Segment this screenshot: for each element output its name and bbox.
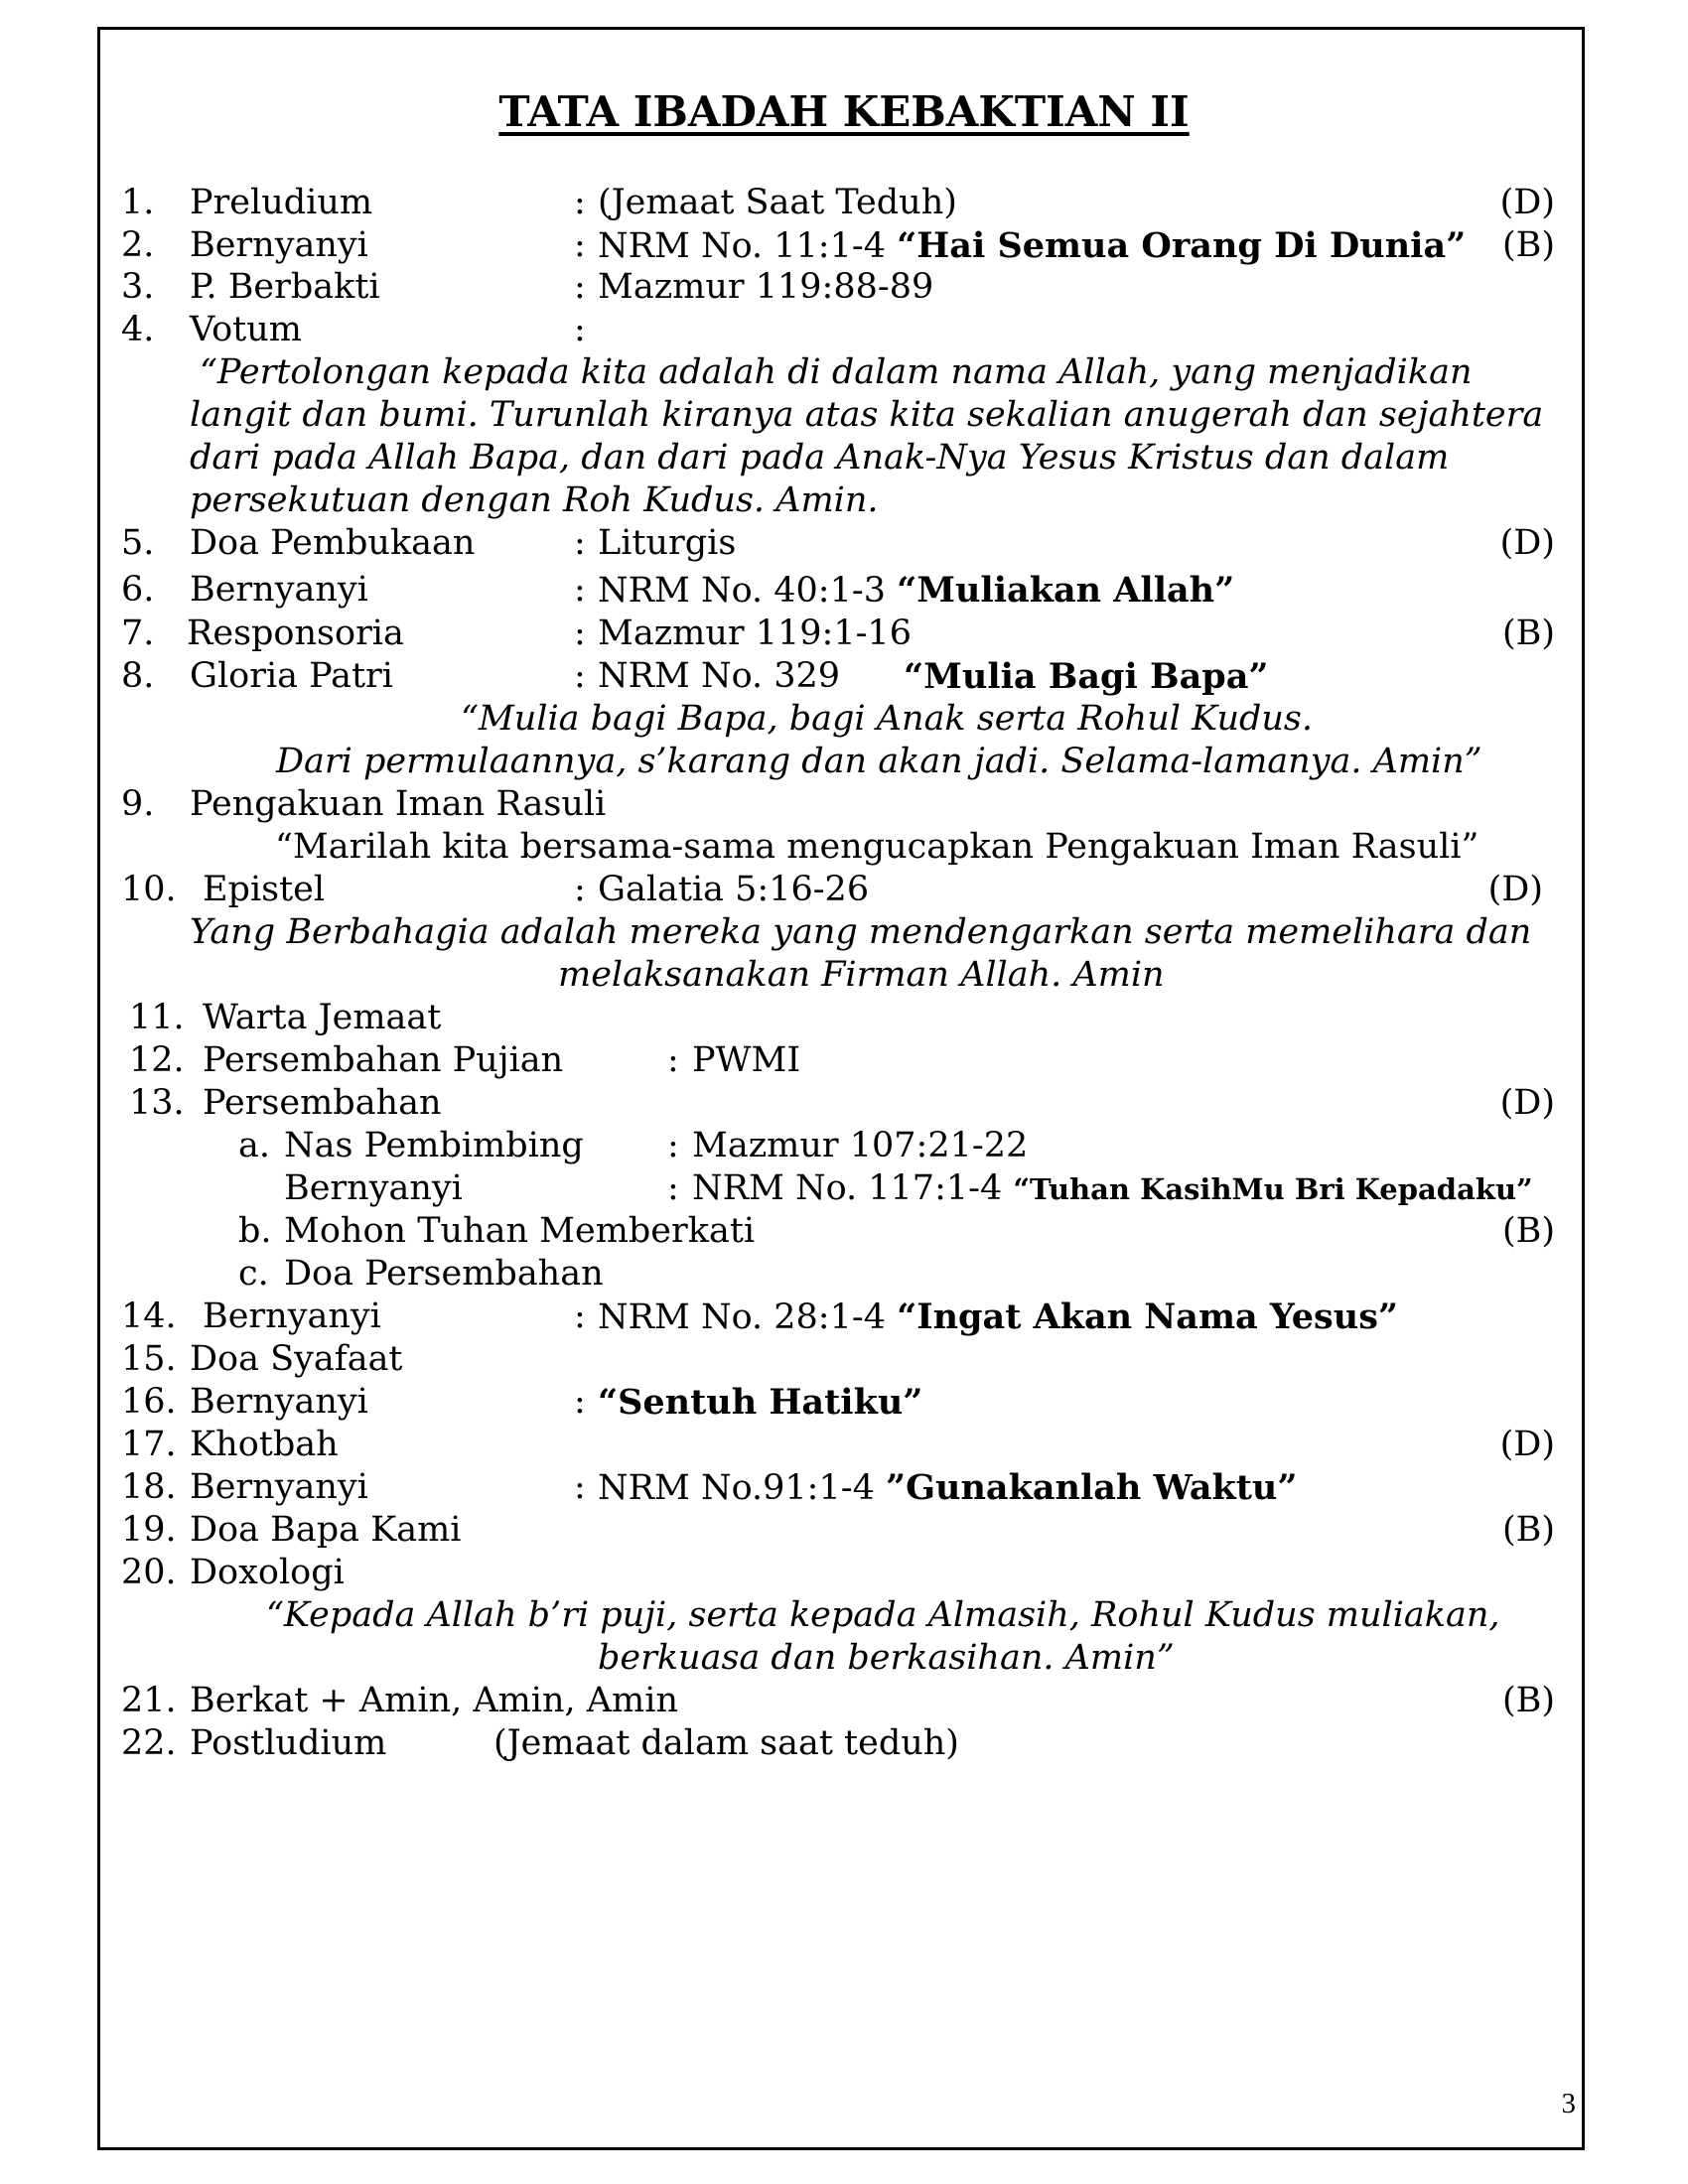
item-label: Berkat + Amin, Amin, Amin: [190, 1681, 678, 1720]
sub-item-colon: :: [667, 1126, 679, 1165]
item-number: 7.: [121, 614, 155, 653]
item-number: 13.: [129, 1083, 185, 1123]
item-code: (D): [1487, 870, 1543, 909]
item-label: Doa Syafaat: [190, 1339, 403, 1379]
item-label: Bernyanyi: [190, 1467, 368, 1507]
sub-item-label: Mohon Tuhan Memberkati: [284, 1211, 756, 1251]
epistel-text-line: Yang Berbahagia adalah mereka yang mendengarkan serta memelihara dan: [190, 912, 1532, 952]
item-value-group: [598, 224, 1466, 268]
item-number: 9.: [121, 784, 155, 824]
song-title: “Muliakan Allah”: [897, 570, 1235, 611]
item-value: Mazmur 119:88-89: [598, 267, 934, 307]
item-label: P. Berbakti: [190, 267, 380, 307]
item-code: (B): [1501, 614, 1555, 653]
item-label: Bernyanyi: [190, 570, 368, 610]
votum-text-line: “Pertolongan kepada kita adalah di dalam nama Allah, yang menjadikan: [200, 352, 1473, 392]
item-number: 10.: [121, 870, 177, 909]
item-label: Preludium: [190, 183, 373, 222]
item-number: 3.: [121, 267, 155, 307]
item-number: 1.: [121, 183, 155, 222]
item-colon: :: [574, 183, 586, 222]
sub-item-code: (B): [1501, 1211, 1555, 1251]
item-code: (D): [1499, 1425, 1555, 1464]
doxologi-text-line: “Kepada Allah b’ri puji, serta kepada Almasih, Rohul Kudus muliakan,: [266, 1595, 1500, 1635]
item-number: 5.: [121, 523, 155, 563]
item-value: Liturgis: [598, 523, 737, 563]
item-colon: :: [574, 570, 586, 610]
item-label: Khotbah: [190, 1425, 339, 1464]
votum-text-line: dari pada Allah Bapa, dan dari pada Anak-Nya Yesus Kristus dan dalam: [190, 438, 1450, 478]
votum-text-line: langit dan bumi. Turunlah kiranya atas kita sekalian anugerah dan sejahtera: [190, 395, 1544, 435]
item-number: 16.: [121, 1382, 177, 1422]
item-label: Postludium: [190, 1723, 387, 1763]
gloria-text-line: Dari permulaannya, s’karang dan akan jadi. Selama-lamanya. Amin”: [276, 742, 1482, 781]
sub-item-label: Bernyanyi: [284, 1168, 463, 1208]
song-title: “Hai Semua Orang Di Dunia”: [897, 225, 1467, 266]
item-label: Doxologi: [190, 1553, 345, 1592]
item-number: 21.: [121, 1681, 177, 1720]
song-title: ”Gunakanlah Waktu”: [885, 1467, 1298, 1508]
item-number: 2.: [121, 225, 155, 265]
item-colon: :: [574, 870, 586, 909]
item-code: (D): [1499, 183, 1555, 222]
item-number: 22.: [121, 1723, 177, 1763]
item-number: 11.: [129, 998, 185, 1037]
item-colon: :: [667, 1040, 679, 1080]
votum-text-line: persekutuan dengan Roh Kudus. Amin.: [190, 480, 879, 520]
sub-item-colon: :: [667, 1168, 679, 1208]
item-colon: :: [574, 310, 586, 349]
item-label: Doa Bapa Kami: [190, 1510, 462, 1550]
item-label: Persembahan Pujian: [203, 1040, 564, 1080]
item-code: (D): [1499, 523, 1555, 563]
item-value-group: [598, 569, 1234, 613]
item-number: 19.: [121, 1510, 177, 1550]
item-number: 6.: [121, 570, 155, 610]
item-code: (B): [1501, 1510, 1555, 1550]
item-colon: :: [574, 656, 586, 696]
song-title: “Mulia Bagi Bapa”: [904, 656, 1269, 697]
song-title: “Sentuh Hatiku”: [598, 1382, 923, 1423]
item-number: 15.: [121, 1339, 177, 1379]
item-label: Responsoria: [187, 614, 404, 653]
sub-item-letter: b.: [238, 1211, 272, 1251]
sub-item-label: Doa Persembahan: [284, 1254, 604, 1294]
item-label: Epistel: [203, 870, 326, 909]
sub-item-value-group: [692, 1167, 1533, 1211]
item-colon: :: [574, 1297, 586, 1336]
item-colon: :: [574, 1467, 586, 1507]
item-value: NRM No.91:1-4: [598, 1468, 875, 1508]
item-colon: :: [574, 267, 586, 307]
item-value: NRM No. 28:1-4: [598, 1297, 886, 1337]
item-value: PWMI: [692, 1040, 801, 1080]
item-value: NRM No. 40:1-3: [598, 571, 886, 611]
item-value-group: [598, 1466, 1298, 1510]
page-number: 3: [1561, 2088, 1576, 2119]
item-value: Galatia 5:16-26: [598, 870, 870, 909]
sub-item-value: Mazmur 107:21-22: [692, 1126, 1029, 1165]
item-value: NRM No. 11:1-4: [598, 226, 886, 266]
item-value: (Jemaat dalam saat teduh): [493, 1723, 959, 1763]
item-number: 14.: [121, 1297, 177, 1336]
item-colon: :: [574, 523, 586, 563]
item-label: Votum: [190, 310, 302, 349]
item-number: 20.: [121, 1553, 177, 1592]
item-label: Persembahan: [203, 1083, 442, 1123]
item-number: 12.: [129, 1040, 185, 1080]
gloria-text-line: “Mulia bagi Bapa, bagi Anak serta Rohul Kudus.: [461, 699, 1314, 739]
pengakuan-text: “Marilah kita bersama-sama mengucapkan Pengakuan Iman Rasuli”: [275, 827, 1479, 867]
item-code: (D): [1499, 1083, 1555, 1123]
item-value: NRM No. 329: [598, 656, 841, 696]
item-number: 18.: [121, 1467, 177, 1507]
page-title: TATA IBADAH KEBAKTIAN II: [498, 87, 1190, 136]
item-number: 4.: [121, 310, 155, 349]
sub-item-letter: a.: [238, 1126, 270, 1165]
item-value-group: [598, 1296, 1398, 1339]
item-label: Pengakuan Iman Rasuli: [190, 784, 607, 824]
sub-item-label: Nas Pembimbing: [284, 1126, 584, 1165]
item-label: Bernyanyi: [190, 1382, 368, 1422]
sub-item-value: NRM No. 117:1-4: [692, 1168, 1003, 1208]
item-label: Bernyanyi: [203, 1297, 381, 1336]
item-colon: :: [574, 1382, 586, 1422]
song-title: “Ingat Akan Nama Yesus”: [897, 1297, 1399, 1337]
item-number: 17.: [121, 1425, 177, 1464]
sub-item-letter: c.: [238, 1254, 269, 1294]
song-title: “Tuhan KasihMu Bri Kepadaku”: [1013, 1172, 1533, 1206]
item-code: (B): [1501, 1681, 1555, 1720]
item-colon: :: [574, 614, 586, 653]
item-label: Gloria Patri: [190, 656, 393, 696]
item-code: (B): [1501, 225, 1555, 265]
item-value: Mazmur 119:1-16: [598, 614, 912, 653]
item-number: 8.: [121, 656, 155, 696]
item-value: (Jemaat Saat Teduh): [598, 183, 957, 222]
item-label: Warta Jemaat: [203, 998, 442, 1037]
item-colon: :: [574, 225, 586, 265]
item-label: Bernyanyi: [190, 225, 368, 265]
doxologi-text-line: berkuasa dan berkasihan. Amin”: [598, 1638, 1175, 1678]
epistel-text-line: melaksanakan Firman Allah. Amin: [558, 955, 1165, 995]
item-label: Doa Pembukaan: [190, 523, 476, 563]
